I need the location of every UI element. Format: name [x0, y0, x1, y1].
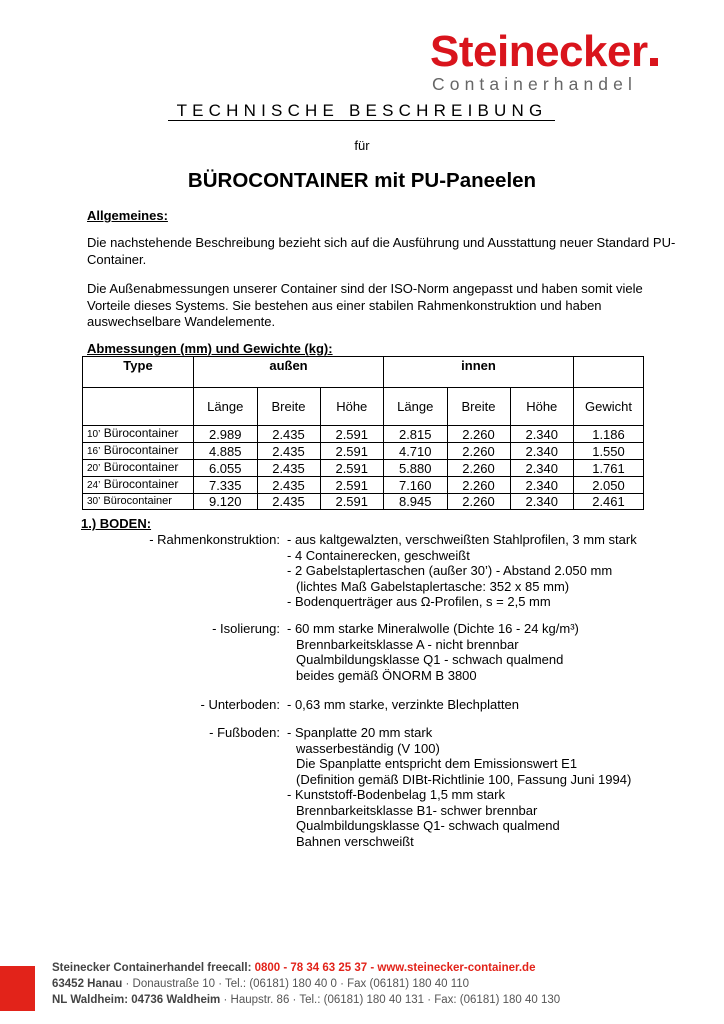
- header-type: Type: [83, 357, 194, 388]
- table-row: [83, 494, 644, 510]
- subheader-inner-length: Länge: [384, 388, 448, 426]
- general-paragraph-1: [87, 235, 687, 268]
- flooring-line: Bahnen verschweißt: [296, 833, 414, 849]
- general-p2-line1: Die Außenabmessungen unserer Container sind der ISO-Norm angepasst und haben somit viele: [87, 281, 643, 296]
- insulation-line: beides gemäß ÖNORM B 3800: [296, 667, 477, 683]
- header-outer: außen: [257, 357, 320, 388]
- flooring-line: - Spanplatte 20 mm stark: [287, 725, 433, 740]
- footer-hanau-address: 63452 Hanau: [52, 978, 123, 990]
- flooring-label: - Fußboden:: [209, 725, 280, 740]
- inner-length: 4.710: [384, 443, 448, 460]
- outer-height: 2.591: [320, 477, 384, 494]
- weight: 1.186: [574, 426, 644, 443]
- header-spacer: [194, 357, 258, 388]
- inner-height: 2.340: [510, 477, 574, 494]
- flooring-line: Qualmbildungsklasse Q1- schwach qualmend: [296, 818, 560, 833]
- logo-dot: [650, 58, 658, 66]
- title-underline: [168, 120, 555, 121]
- general-p1-line2: Container.: [87, 251, 147, 267]
- weight: 2.461: [574, 494, 644, 510]
- outer-width: 2.435: [257, 494, 320, 510]
- outer-length: 9.120: [194, 494, 258, 510]
- outer-width: 2.435: [257, 460, 320, 477]
- subheader-outer-length: Länge: [194, 388, 258, 426]
- subheader-outer-height: Höhe: [320, 388, 384, 426]
- frame-line: - 4 Containerecken, geschweißt: [287, 547, 470, 563]
- footer-website-link[interactable]: www.steinecker-container.de: [377, 962, 536, 974]
- table-header-row: [83, 357, 644, 388]
- inner-length: 8.945: [384, 494, 448, 510]
- general-p2-line3: auswechselbare Wandelemente.: [87, 314, 276, 329]
- subfloor-details: [287, 697, 707, 713]
- flooring-details: [287, 725, 707, 849]
- outer-height: 2.591: [320, 494, 384, 510]
- header-spacer: [574, 357, 644, 388]
- document-title: TECHNISCHE BESCHREIBUNG: [176, 101, 548, 120]
- insulation-line: Qualmbildungsklasse Q1 - schwach qualmend: [296, 652, 564, 667]
- flooring-line: wasserbeständig (V 100): [296, 740, 440, 756]
- subfloor-line: - 0,63 mm starke, verzinkte Blechplatten: [287, 697, 519, 712]
- section-general-title: Allgemeines:: [87, 208, 168, 223]
- inner-width: 2.260: [447, 460, 510, 477]
- general-p2-line2: Vorteile dieses Systems. Sie bestehen aus einer stabilen Rahmenkonstruktion und haben: [87, 297, 602, 313]
- inner-height: 2.340: [510, 426, 574, 443]
- footer-phone: 0800 - 78 34 63 25 37: [254, 962, 368, 974]
- inner-height: 2.340: [510, 443, 574, 460]
- general-p1-line1: Die nachstehende Beschreibung bezieht sich auf die Ausführung und Ausstattung neuer Standard PU-: [87, 235, 676, 250]
- logo-subtitle: Containerhandel: [432, 74, 637, 94]
- table-row: [83, 443, 644, 460]
- flooring-line: Brennbarkeitsklasse B1- schwer brennbar: [296, 802, 538, 818]
- footer-line-2: [52, 977, 469, 992]
- header-spacer: [320, 357, 384, 388]
- footer-hanau-contact: · Donaustraße 10 · Tel.: (06181) 180 40 0 · Fax (06181) 180 40 110: [125, 978, 470, 990]
- type-cell: 10’ Bürocontainer: [83, 426, 194, 443]
- flooring-line: - Kunststoff-Bodenbelag 1,5 mm stark: [287, 787, 505, 802]
- header-spacer: [384, 357, 448, 388]
- table-row: [83, 460, 644, 477]
- inner-width: 2.260: [447, 494, 510, 510]
- subheader-inner-height: Höhe: [510, 388, 574, 426]
- subheader-inner-width: Breite: [447, 388, 510, 426]
- subheader-outer-width: Breite: [257, 388, 320, 426]
- frame-line: (lichtes Maß Gabelstaplertasche: 352 x 85 mm): [296, 578, 570, 594]
- type-cell: 30’ Bürocontainer: [83, 494, 194, 510]
- logo-name: Steinecker: [430, 27, 648, 76]
- weight: 1.761: [574, 460, 644, 477]
- weight: 1.550: [574, 443, 644, 460]
- footer-waldheim-contact: · Haupstr. 86 · Tel.: (06181) 180 40 131 · Fax: (06181) 180 40 130: [223, 994, 561, 1006]
- inner-length: 2.815: [384, 426, 448, 443]
- frame-line: - 2 Gabelstaplertaschen (außer 30’) - Abstand 2.050 mm: [287, 563, 613, 578]
- insulation-line: Brennbarkeitsklasse A - nicht brennbar: [296, 636, 519, 652]
- type-cell: 20’ Bürocontainer: [83, 460, 194, 477]
- table-row: [83, 426, 644, 443]
- header-inner: innen: [447, 357, 510, 388]
- inner-width: 2.260: [447, 477, 510, 494]
- section-floor-title: 1.) BODEN:: [81, 516, 152, 531]
- dimensions-title: Abmessungen (mm) und Gewichte (kg):: [87, 341, 333, 356]
- outer-width: 2.435: [257, 426, 320, 443]
- subheader-weight: Gewicht: [574, 388, 644, 426]
- footer-brand-square: [0, 966, 35, 1011]
- type-cell: 24’ Bürocontainer: [83, 477, 194, 494]
- outer-height: 2.591: [320, 426, 384, 443]
- outer-length: 4.885: [194, 443, 258, 460]
- footer-line-1: [52, 961, 535, 976]
- flooring-line: (Definition gemäß DIBt-Richtlinie 100, Fassung Juni 1994): [296, 771, 632, 787]
- company-logo: [430, 28, 658, 76]
- footer-company: Steinecker Containerhandel freecall:: [52, 962, 252, 974]
- outer-height: 2.591: [320, 460, 384, 477]
- inner-height: 2.340: [510, 494, 574, 510]
- outer-length: 2.989: [194, 426, 258, 443]
- outer-width: 2.435: [257, 477, 320, 494]
- table-subheader-row: [83, 388, 644, 426]
- dimensions-table: [82, 356, 644, 510]
- frame-details: [287, 532, 707, 610]
- insulation-label: - Isolierung:: [212, 621, 280, 636]
- insulation-line: - 60 mm starke Mineralwolle (Dichte 16 - 24 kg/m³): [287, 621, 579, 636]
- footer-waldheim-address: NL Waldheim: 04736 Waldheim: [52, 994, 221, 1006]
- weight: 2.050: [574, 477, 644, 494]
- subheader-empty: [83, 388, 194, 426]
- inner-width: 2.260: [447, 426, 510, 443]
- outer-length: 6.055: [194, 460, 258, 477]
- document-for: für: [354, 138, 370, 153]
- general-paragraph-2: [87, 281, 687, 331]
- outer-length: 7.335: [194, 477, 258, 494]
- outer-height: 2.591: [320, 443, 384, 460]
- insulation-details: [287, 621, 707, 683]
- document-heading: BÜROCONTAINER mit PU-Paneelen: [187, 169, 537, 192]
- footer-line-3: [52, 993, 560, 1008]
- inner-height: 2.340: [510, 460, 574, 477]
- inner-length: 7.160: [384, 477, 448, 494]
- frame-line: - aus kaltgewalzten, verschweißten Stahlprofilen, 3 mm stark: [287, 532, 637, 547]
- inner-width: 2.260: [447, 443, 510, 460]
- frame-label: - Rahmenkonstruktion:: [149, 532, 280, 547]
- footer-separator: -: [370, 962, 375, 974]
- header-spacer: [510, 357, 574, 388]
- type-cell: 16’ Bürocontainer: [83, 443, 194, 460]
- table-row: [83, 477, 644, 494]
- subfloor-label: - Unterboden:: [200, 697, 280, 712]
- frame-line: - Bodenquerträger aus Ω-Profilen, s = 2,5 mm: [287, 594, 551, 609]
- outer-width: 2.435: [257, 443, 320, 460]
- flooring-line: Die Spanplatte entspricht dem Emissionswert E1: [296, 756, 578, 771]
- inner-length: 5.880: [384, 460, 448, 477]
